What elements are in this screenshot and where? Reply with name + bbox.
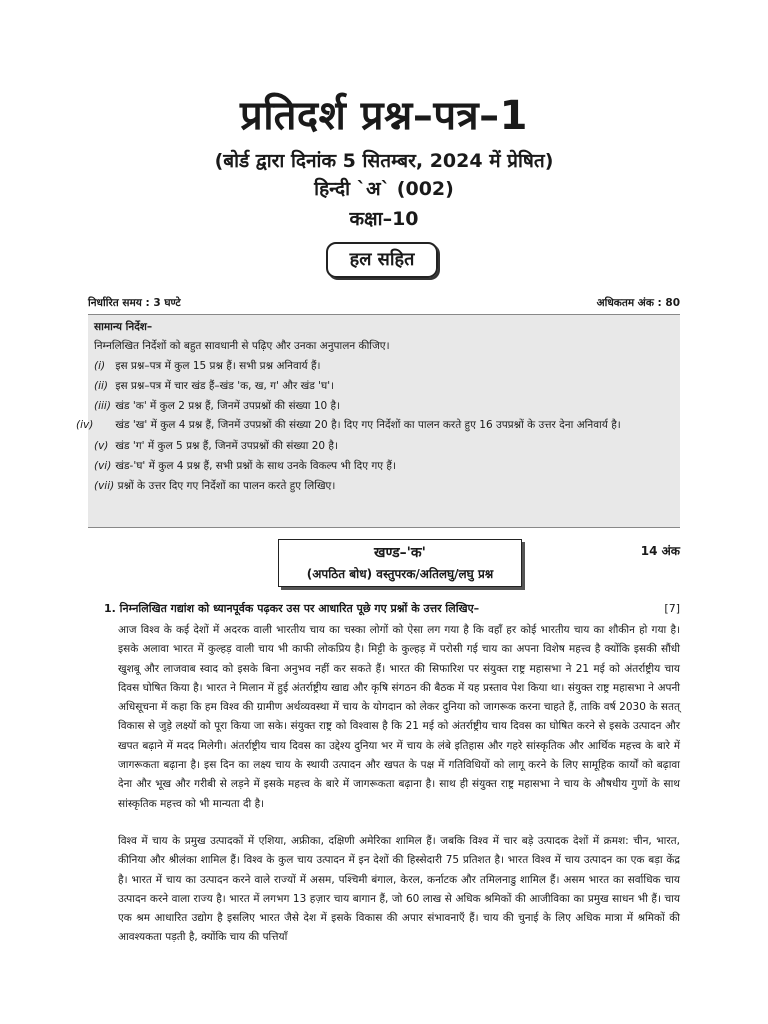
- section-name: खण्ड–'क': [374, 545, 426, 561]
- question-marks: [7]: [664, 602, 680, 615]
- instructions-heading: सामान्य निर्देश–: [94, 321, 153, 333]
- instruction-item: (vi) खंड-'घ' में कुल 4 प्रश्न हैं, सभी प्रश्नों के साथ उनके विकल्प भी दिए गए हैं।: [94, 460, 396, 472]
- instruction-item: (iii) खंड 'क' में कुल 2 प्रश्न हैं, जिनमें उपप्रश्नों की संख्या 10 है।: [94, 400, 341, 412]
- question-1: [104, 600, 680, 618]
- general-instructions: [76, 314, 680, 528]
- instruction-item: (iv) खंड 'ख' में कुल 4 प्रश्न हैं, जिनमें उपप्रश्नों की संख्या 20 है। दिए गए निर्देशों का पालन करते हुए 16 उपप्रश्नों के उत्तर देना अनिवार्य है।: [76, 419, 621, 431]
- time-allowed: निर्धारित समय : 3 घण्टे: [88, 297, 181, 309]
- section-heading-box: [278, 539, 522, 587]
- class-line: कक्षा–10: [349, 208, 419, 230]
- date-line: (बोर्ड द्वारा दिनांक 5 सितम्बर, 2024 में प्रेषित): [214, 150, 554, 172]
- subject-line: हिन्दी `अ` (002): [314, 178, 454, 200]
- paper-title: प्रतिदर्श प्रश्न–पत्र–1: [240, 93, 528, 139]
- instructions-intro: निम्नलिखित निर्देशों को बहुत सावधानी से पढ़िए और उनका अनुपालन कीजिए।: [94, 340, 390, 352]
- instruction-item: (ii) इस प्रश्न–पत्र में चार खंड हैं–खंड 'क, ख, ग' और खंड 'घ'।: [94, 380, 335, 392]
- question-text: 1. निम्नलिखित गद्यांश को ध्यानपूर्वक पढ़कर उस पर आधारित पूछे गए प्रश्नों के उत्तर लिखिए–: [104, 602, 480, 615]
- instruction-item: (v) खंड 'ग' में कुल 5 प्रश्न हैं, जिनमें उपप्रश्नों की संख्या 20 है।: [94, 440, 338, 452]
- instruction-item: (vii) प्रश्नों के उत्तर दिए गए निर्देशों का पालन करते हुए लिखिए।: [94, 480, 336, 492]
- instruction-item: (i) इस प्रश्न–पत्र में कुल 15 प्रश्न हैं। सभी प्रश्न अनिवार्य हैं।: [94, 360, 321, 372]
- solved-badge: हल सहित: [326, 242, 438, 278]
- passage-paragraph-2: विश्व में चाय के प्रमुख उत्पादकों में एशिया, अफ्रीका, दक्षिणी अमेरिका शामिल हैं। जबकि विश्व में चार बड़े उत्पादक देशों में क्रमश: चीन, भारत, कीनिया और श्रीलंका शामिल हैं। विश्व के कुल चाय उत्पादन में इन देशों की हिस्सेदारी 75 प्रतिशत है। भारत विश्व में चाय उत्पादन का एक बड़ा केंद्र है। भारत में चाय का उत्पादन करने वाले राज्यों में असम, पश्चिमी बंगाल, केरल, कर्नाटक और तमिलनाडु शामिल हैं। असम भारत का सर्वाधिक चाय उत्पादन करने वाला राज्य है। भारत में लगभग 13 हज़ार चाय बागान हैं, जो 60 लाख से अधिक श्रमिकों की आजीविका का प्रमुख साधन भी हैं। चाय एक श्रम आधारित उद्योग है इसलिए भारत जैसे देश में इसके विकास की अपार संभावनाएँ हैं। चाय की चुनाई के लिए अधिक मात्रा में श्रमिकों की आवश्यकता पड़ती है, क्योंकि चाय की पत्तियाँ: [118, 835, 680, 944]
- max-marks: अधिकतम अंक : 80: [596, 297, 680, 309]
- section-marks: 14 अंक: [640, 544, 680, 558]
- section-type: (अपठित बोध) वस्तुपरक/अतिलघु/लघु प्रश्न: [306, 567, 494, 581]
- passage-paragraph-1: आज विश्व के कई देशों में अदरक वाली भारतीय चाय का चस्का लोगों को ऐसा लग गया है कि वहाँ हर कोई भारतीय चाय का शौकीन हो गया है। इसके अलावा भारत में कुल्हड़ वाली चाय भी काफी लोकप्रिय है। मिट्टी के कुल्हड़ में परोसी गई चाय का अपना विशेष महत्त्व है क्योंकि इसकी सौंधी खुशबू और लाजवाब स्वाद को इसके बिना अनुभव नहीं कर सकते हैं। भारत की सिफारिश पर संयुक्त राष्ट्र महासभा ने 21 मई को अंतर्राष्ट्रीय चाय दिवस घोषित किया है। भारत ने मिलान में हुई अंतर्राष्ट्रीय खाद्य और कृषि संगठन की बैठक में यह प्रस्ताव पेश किया था। संयुक्त राष्ट्र महासभा ने अपनी अधिसूचना में कहा कि हम विश्व की ग्रामीण अर्थव्यवस्था में चाय के योगदान को लेकर दुनिया को जागरूक करना चाहते हैं, ताकि वर्ष 2030 के सतत् विकास से जुड़े लक्ष्यों को पूरा किया जा सके। संयुक्त राष्ट्र को विश्वास है कि 21 मई को अंतर्राष्ट्रीय चाय दिवस का घोषित करने से इसके उत्पादन और खपत बढ़ाने में मदद मिलेगी। अंतर्राष्ट्रीय चाय दिवस का उद्देश्य दुनिया भर में चाय के लंबे इतिहास और गहरे सांस्कृतिक और आर्थिक महत्त्व के बारे में जागरूकता बढ़ाना है। इस दिन का लक्ष्य चाय के स्थायी उत्पादन और खपत के पक्ष में गतिविधियों को लागू करने के लिए सामूहिक कार्यों को बढ़ावा देना और भूख और गरीबी से लड़ने में इसके महत्त्व के बारे में जागरूकता बढ़ाना है। साथ ही संयुक्त राष्ट्र महासभा ने चाय के औषधीय गुणों के साथ सांस्कृतिक महत्त्व को भी मान्यता दी है।: [118, 624, 680, 810]
